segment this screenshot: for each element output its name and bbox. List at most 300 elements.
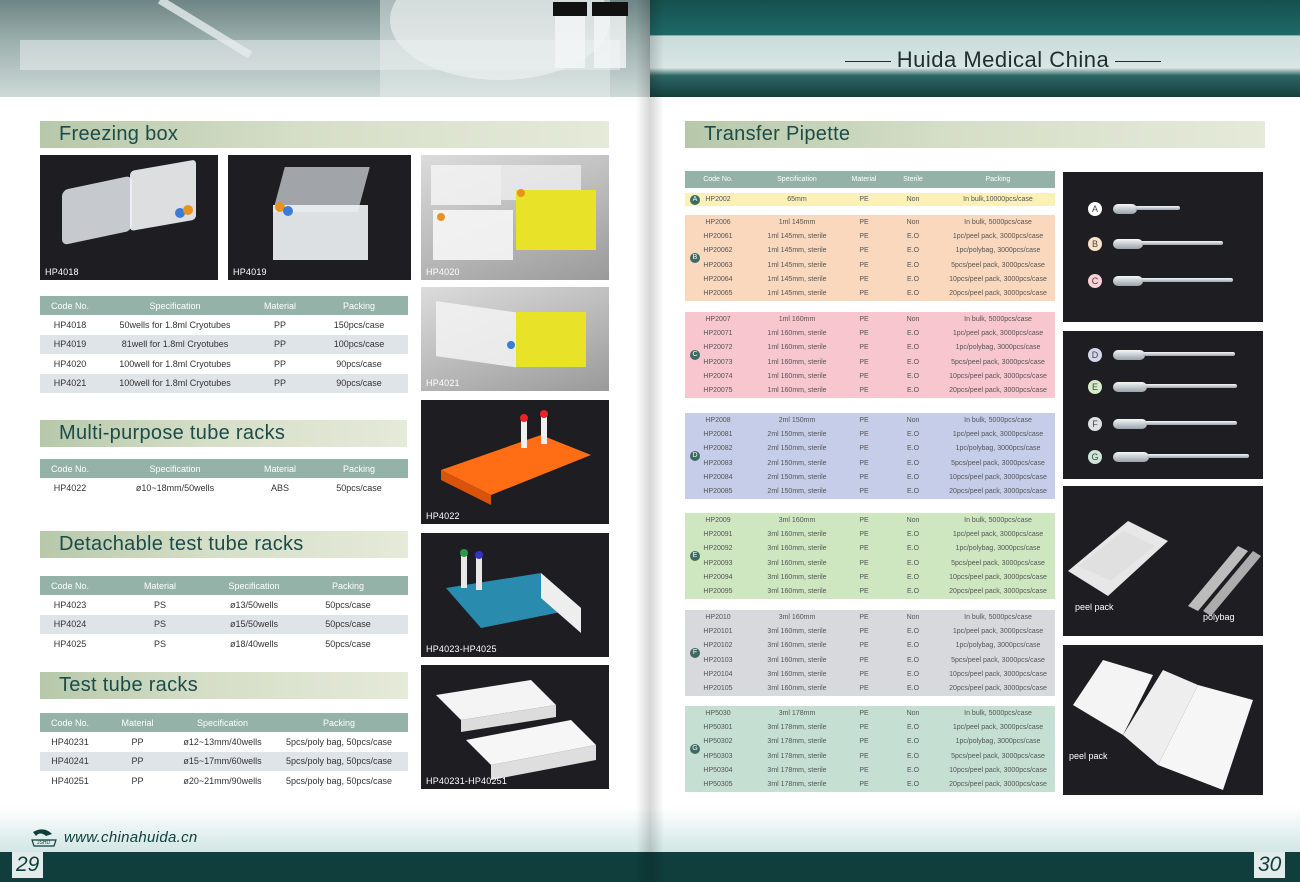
cell: E.O xyxy=(906,358,920,366)
pipette-group-c xyxy=(685,312,1055,398)
cell: 10pcs/peel pack, 3000pcs/case xyxy=(949,372,1047,380)
photo-label: HP4023-HP4025 xyxy=(426,644,497,654)
cell: PE xyxy=(859,358,869,366)
cell: E.O xyxy=(906,573,920,581)
col-header: Material xyxy=(100,576,220,595)
table-row xyxy=(685,556,1055,570)
table-row xyxy=(40,732,408,752)
cell: HP4024 xyxy=(40,615,100,635)
table-row xyxy=(685,470,1055,484)
table-row xyxy=(685,193,1055,206)
cell: HP20104 xyxy=(703,670,733,678)
website-link[interactable]: www.chinahuida.cn xyxy=(64,829,198,846)
cell: 10pcs/peel pack, 3000pcs/case xyxy=(949,670,1047,678)
cell: In bulk, 5000pcs/case xyxy=(964,709,1032,717)
table-row xyxy=(685,355,1055,369)
cell: E.O xyxy=(906,445,920,453)
table-row xyxy=(685,215,1055,229)
cell: Non xyxy=(906,709,920,717)
cell: E.O xyxy=(906,459,920,467)
cell: 1ml 145mm, sterile xyxy=(767,275,827,283)
cell: E.O xyxy=(906,685,920,693)
cell: 10pcs/peel pack, 3000pcs/case xyxy=(949,275,1047,283)
cell: HP2007 xyxy=(705,315,731,323)
cell: In bulk,10000pcs/case xyxy=(963,196,1033,203)
col-header: Material xyxy=(250,296,310,315)
cell: PP xyxy=(131,736,144,747)
cell: 2ml 150mm xyxy=(778,416,816,424)
col-header: Sterile xyxy=(885,171,941,188)
cell: In bulk, 5000pcs/case xyxy=(964,315,1032,323)
cell: HP50301 xyxy=(703,723,733,731)
col-header: Specification xyxy=(220,576,288,595)
hp4020-photo xyxy=(421,155,609,280)
cell: PE xyxy=(859,416,869,424)
cell: PE xyxy=(859,642,869,650)
cell: PE xyxy=(859,588,869,596)
cell: Non xyxy=(906,218,920,226)
table-row xyxy=(685,229,1055,243)
pipette-bulb-icon xyxy=(1113,382,1147,392)
table-row xyxy=(40,615,408,635)
table-row xyxy=(685,383,1055,397)
cell: PP xyxy=(100,752,175,772)
pipette-bulb-icon xyxy=(1113,452,1149,462)
pipette-bulb-icon xyxy=(1113,276,1143,286)
cell: ø10~18mm/50wells xyxy=(135,482,215,493)
cell: 3ml 178mm, sterile xyxy=(767,781,827,789)
cell: HP20065 xyxy=(703,290,733,298)
photo-label: HP4020 xyxy=(426,267,460,277)
cell: HP20082 xyxy=(703,445,733,453)
cell: HP20085 xyxy=(703,488,733,496)
cell: 3ml 160mm, sterile xyxy=(767,573,827,581)
cell: E.O xyxy=(906,261,920,269)
cell: E.O xyxy=(906,545,920,553)
cell: 20pcs/peel pack, 3000pcs/case xyxy=(949,290,1047,298)
cell: ø12~13mm/40wells xyxy=(183,736,262,747)
cell: E.O xyxy=(906,752,920,760)
cell: 3ml 178mm xyxy=(778,709,816,717)
table-row xyxy=(685,639,1055,653)
pipettes-defg-photo xyxy=(1063,331,1263,479)
table-row xyxy=(685,456,1055,470)
table-row xyxy=(685,653,1055,667)
table-header-row xyxy=(40,576,408,595)
cell: 20pcs/peel pack, 3000pcs/case xyxy=(949,488,1047,496)
cell: 1pc/polybag, 3000pcs/case xyxy=(955,642,1041,650)
cell: Non xyxy=(906,196,920,203)
brand-header xyxy=(838,48,1168,72)
pipette-group-e xyxy=(685,513,1055,599)
table-row xyxy=(40,478,408,498)
cell: HP20092 xyxy=(703,545,733,553)
cell: E.O xyxy=(906,290,920,298)
cell: 3ml 160mm, sterile xyxy=(767,627,827,635)
cell: HP4022 xyxy=(53,482,87,493)
pipette-header-row xyxy=(685,171,1055,188)
cell: PP xyxy=(250,335,310,355)
hp4021-photo xyxy=(421,287,609,391)
freezing-box-title: Freezing box xyxy=(40,121,609,148)
cell: E.O xyxy=(906,275,920,283)
col-header: Code No. xyxy=(40,296,100,315)
cell: E.O xyxy=(906,372,920,380)
table-row xyxy=(40,315,408,335)
cell: 5pcs/poly bag, 50pcs/case xyxy=(285,736,393,747)
freezing-box-graphic xyxy=(40,155,218,280)
page-number: 30 xyxy=(1254,852,1285,878)
cell: HP4023 xyxy=(53,599,87,610)
tube-rack-graphic xyxy=(421,533,609,657)
cell: 10pcs/peel pack, 3000pcs/case xyxy=(949,473,1047,481)
cell: PS xyxy=(153,638,166,649)
pipette-bulb-icon xyxy=(1113,239,1143,249)
right-footer-bar xyxy=(650,852,1300,882)
cell: PE xyxy=(859,656,869,664)
col-header: Material xyxy=(250,459,310,478)
cell: ø20~21mm/90wells xyxy=(183,775,262,786)
table-row xyxy=(40,634,408,654)
cell: PE xyxy=(859,781,869,789)
cell: E.O xyxy=(906,530,920,538)
table-row xyxy=(685,484,1055,498)
cell: PE xyxy=(859,329,869,337)
cell: E.O xyxy=(906,670,920,678)
detachable-table xyxy=(40,576,408,654)
cell: HP4018 xyxy=(53,319,87,330)
pipettes-abc-photo xyxy=(1063,172,1263,322)
col-header: Packing xyxy=(270,713,408,732)
table-header-row xyxy=(40,296,408,315)
cell: PE xyxy=(859,315,869,323)
group-letter-g-icon: G xyxy=(690,744,700,754)
cell: PE xyxy=(859,685,869,693)
hp40231-hp40251-photo xyxy=(421,665,609,789)
cell: HP20101 xyxy=(703,627,733,635)
letter-e-icon: E xyxy=(1088,380,1102,394)
letter-b-icon: B xyxy=(1088,237,1102,251)
cell: ø13/50wells xyxy=(229,599,279,610)
table-row xyxy=(40,335,408,355)
table-row xyxy=(685,681,1055,695)
cell: 3ml 178mm, sterile xyxy=(767,766,827,774)
test-tube-table xyxy=(40,713,408,791)
photo-label: HP40231-HP40251 xyxy=(426,776,508,786)
cell: 5pcs/peel pack, 3000pcs/case xyxy=(951,656,1045,664)
table-row xyxy=(685,312,1055,326)
left-footer-bar xyxy=(0,852,650,882)
cell: 1ml 145mm, sterile xyxy=(767,261,827,269)
cell: PE xyxy=(859,613,869,621)
cell: HP40231 xyxy=(51,736,89,747)
cell: 3ml 160mm, sterile xyxy=(767,656,827,664)
cell: 3ml 160mm xyxy=(778,516,816,524)
cell: E.O xyxy=(906,387,920,395)
photo-label: HP4018 xyxy=(45,267,79,277)
cell: HP2006 xyxy=(705,218,731,226)
cell: PE xyxy=(859,559,869,567)
pipette-group-b xyxy=(685,215,1055,301)
cell: 5pcs/peel pack, 3000pcs/case xyxy=(951,752,1045,760)
table-row xyxy=(685,326,1055,340)
cell: HP20073 xyxy=(703,358,733,366)
cell: HP20075 xyxy=(703,387,733,395)
cell: PE xyxy=(859,627,869,635)
cell: 20pcs/peel pack, 3000pcs/case xyxy=(949,685,1047,693)
col-header: Specification xyxy=(175,713,270,732)
cell: HP50304 xyxy=(703,766,733,774)
cell: 1pc/peel pack, 3000pcs/case xyxy=(952,627,1044,635)
polybag-label: polybag xyxy=(1203,612,1235,622)
cell: HP20105 xyxy=(703,685,733,693)
table-row xyxy=(40,374,408,394)
cell: PE xyxy=(859,488,869,496)
packaging-photo xyxy=(1063,486,1263,636)
cell: PP xyxy=(273,358,286,369)
col-header: Code No. xyxy=(40,459,100,478)
cell: 1ml 145mm xyxy=(778,218,816,226)
cell: 20pcs/peel pack, 3000pcs/case xyxy=(949,387,1047,395)
cell: 100well for 1.8ml Cryotubes xyxy=(119,358,231,369)
cell: 2ml 150mm, sterile xyxy=(767,459,827,467)
cell: PE xyxy=(859,473,869,481)
cell: 1pc/polybag, 3000pcs/case xyxy=(955,445,1041,453)
cell: 1ml 145mm, sterile xyxy=(767,232,827,240)
cell: 5pcs/poly bag, 50pcs/case xyxy=(270,752,408,772)
cell: HP20091 xyxy=(703,530,733,538)
brand-rule xyxy=(845,61,891,62)
cell: 2ml 150mm, sterile xyxy=(767,488,827,496)
cell: PE xyxy=(859,372,869,380)
cell: Non xyxy=(906,516,920,524)
lab-scene-graphic xyxy=(0,0,650,97)
cell: 50wells for 1.8ml Cryotubes xyxy=(119,319,231,330)
cell: HP20084 xyxy=(703,473,733,481)
cell: PE xyxy=(859,344,869,352)
cell: 50pcs/case xyxy=(336,482,382,493)
photo-label: HP4022 xyxy=(426,511,460,521)
cell: 10pcs/peel pack, 3000pcs/case xyxy=(949,573,1047,581)
pipette-stem-icon xyxy=(1145,384,1237,388)
cell: E.O xyxy=(906,488,920,496)
cell: HP20062 xyxy=(703,247,733,255)
pipette-group-a xyxy=(685,193,1055,206)
cell: 90pcs/case xyxy=(310,374,408,394)
cell: 3ml 178mm, sterile xyxy=(767,738,827,746)
col-header: Specification xyxy=(100,459,250,478)
cell: PE xyxy=(859,459,869,467)
cell: 1pc/polybag, 3000pcs/case xyxy=(955,738,1041,746)
cell: 150pcs/case xyxy=(333,319,385,330)
group-letter-b-icon: B xyxy=(690,253,700,263)
cell: 100pcs/case xyxy=(310,335,408,355)
cell: HP40251 xyxy=(51,775,89,786)
cell: HP50302 xyxy=(703,738,733,746)
table-row xyxy=(685,763,1055,777)
cell: HP20102 xyxy=(703,642,733,650)
cell: 20pcs/peel pack, 3000pcs/case xyxy=(949,588,1047,596)
cell: 1pc/polybag, 3000pcs/case xyxy=(955,545,1041,553)
cell: 3ml 178mm, sterile xyxy=(767,723,827,731)
cell: HP2002 xyxy=(705,196,731,203)
cell: HP20103 xyxy=(703,656,733,664)
cell: 3ml 178mm, sterile xyxy=(767,752,827,760)
cell: PE xyxy=(859,232,869,240)
col-header: Packing xyxy=(310,296,408,315)
cell: PE xyxy=(859,430,869,438)
transfer-pipette-title: Transfer Pipette xyxy=(685,121,1265,148)
cell: 1ml 145mm, sterile xyxy=(767,247,827,255)
table-row xyxy=(685,272,1055,286)
cell: 2ml 150mm, sterile xyxy=(767,473,827,481)
multi-purpose-table xyxy=(40,459,408,498)
peel-pack-graphic xyxy=(1063,645,1263,795)
cell: PE xyxy=(859,573,869,581)
cell: PP xyxy=(131,775,144,786)
left-banner-photo xyxy=(0,0,650,97)
cell: In bulk, 5000pcs/case xyxy=(964,218,1032,226)
cell: E.O xyxy=(906,642,920,650)
pipette-group-f xyxy=(685,610,1055,696)
cell: PE xyxy=(859,218,869,226)
pipette-bulb-icon xyxy=(1113,204,1137,214)
brand-name: Huida Medical China xyxy=(896,47,1110,72)
letter-g-icon: G xyxy=(1088,450,1102,464)
cell: HP5030 xyxy=(705,709,731,717)
tube-rack-graphic xyxy=(421,400,609,524)
cell: ø15~17mm/60wells xyxy=(175,752,270,772)
cell: E.O xyxy=(906,766,920,774)
cell: 1ml 160mm, sterile xyxy=(767,372,827,380)
table-header-row xyxy=(40,713,408,732)
table-row xyxy=(685,244,1055,258)
table-row xyxy=(685,749,1055,763)
table-row xyxy=(685,777,1055,791)
table-row xyxy=(685,610,1055,624)
cell: PE xyxy=(859,196,869,203)
table-row xyxy=(685,542,1055,556)
cell: PE xyxy=(859,247,869,255)
pipette-group-g xyxy=(685,706,1055,792)
hp4023-hp4025-photo xyxy=(421,533,609,657)
cell: In bulk, 5000pcs/case xyxy=(964,416,1032,424)
cell: In bulk, 5000pcs/case xyxy=(964,516,1032,524)
hp4022-photo xyxy=(421,400,609,524)
peel-pack-photo xyxy=(1063,645,1263,795)
cell: PP xyxy=(250,374,310,394)
cell: HP20095 xyxy=(703,588,733,596)
page-number: 29 xyxy=(12,852,43,878)
cell: 3ml 160mm xyxy=(778,613,816,621)
cell: PE xyxy=(859,723,869,731)
detachable-title: Detachable test tube racks xyxy=(40,531,408,558)
table-row xyxy=(685,341,1055,355)
letter-d-icon: D xyxy=(1088,348,1102,362)
cell: 1ml 160mm, sterile xyxy=(767,344,827,352)
cell: 20pcs/peel pack, 3000pcs/case xyxy=(949,781,1047,789)
table-row xyxy=(40,771,408,791)
col-header: Packing xyxy=(310,459,408,478)
cell: 81well for 1.8ml Cryotubes xyxy=(100,335,250,355)
cell: 1pc/peel pack, 3000pcs/case xyxy=(952,232,1044,240)
table-row xyxy=(685,527,1055,541)
table-row xyxy=(685,570,1055,584)
col-header: Code No. xyxy=(40,713,100,732)
col-header: Packing xyxy=(941,171,1055,188)
table-row xyxy=(40,354,408,374)
cell: Non xyxy=(906,315,920,323)
cell: 90pcs/case xyxy=(336,358,382,369)
cell: PE xyxy=(859,738,869,746)
pipette-stem-icon xyxy=(1141,278,1233,282)
freezing-box-graphic xyxy=(228,155,411,280)
cell: Non xyxy=(906,613,920,621)
table-row xyxy=(685,624,1055,638)
logo-text: JSHD xyxy=(37,840,51,846)
cell: 1ml 145mm, sterile xyxy=(767,290,827,298)
cell: HP2008 xyxy=(705,416,731,424)
cell: HP20061 xyxy=(703,232,733,240)
brand-rule xyxy=(1115,61,1161,62)
cell: PE xyxy=(859,752,869,760)
table-row xyxy=(685,735,1055,749)
cell: 50pcs/case xyxy=(288,615,408,635)
col-header: Material xyxy=(843,171,885,188)
cell: 1pc/peel pack, 3000pcs/case xyxy=(952,430,1044,438)
cell: 3ml 160mm, sterile xyxy=(767,588,827,596)
cell: HP50305 xyxy=(703,781,733,789)
cell: HP20094 xyxy=(703,573,733,581)
cell: E.O xyxy=(906,473,920,481)
cell: HP4025 xyxy=(53,638,87,649)
cell: 1ml 160mm, sterile xyxy=(767,358,827,366)
jshd-logo xyxy=(30,828,58,848)
peel-pack-label: peel pack xyxy=(1069,751,1108,761)
cell: E.O xyxy=(906,588,920,596)
cell: HP50303 xyxy=(703,752,733,760)
table-row xyxy=(685,286,1055,300)
cell: PE xyxy=(859,530,869,538)
cell: 1pc/peel pack, 3000pcs/case xyxy=(952,723,1044,731)
cell: E.O xyxy=(906,329,920,337)
cell: 1ml 160mm, sterile xyxy=(767,387,827,395)
pipette-stem-icon xyxy=(1135,206,1180,210)
cell: ø18/40wells xyxy=(229,638,279,649)
col-header: Material xyxy=(100,713,175,732)
cell: E.O xyxy=(906,627,920,635)
cell: Non xyxy=(906,416,920,424)
cell: PE xyxy=(859,387,869,395)
col-header: Specification xyxy=(751,171,843,188)
table-row xyxy=(685,427,1055,441)
cell: 3ml 160mm, sterile xyxy=(767,670,827,678)
cell: 5pcs/peel pack, 3000pcs/case xyxy=(951,358,1045,366)
group-letter-e-icon: E xyxy=(690,551,700,561)
cell: HP4020 xyxy=(53,358,87,369)
cell: In bulk, 5000pcs/case xyxy=(964,613,1032,621)
photo-label: HP4019 xyxy=(233,267,267,277)
table-row xyxy=(685,667,1055,681)
table-header-row xyxy=(40,459,408,478)
group-letter-d-icon: D xyxy=(690,451,700,461)
cell: 50pcs/case xyxy=(325,638,371,649)
cell: HP2010 xyxy=(705,613,731,621)
cell: 3ml 160mm, sterile xyxy=(767,559,827,567)
cell: HP2009 xyxy=(705,516,731,524)
cell: PE xyxy=(859,445,869,453)
cell: PE xyxy=(859,545,869,553)
